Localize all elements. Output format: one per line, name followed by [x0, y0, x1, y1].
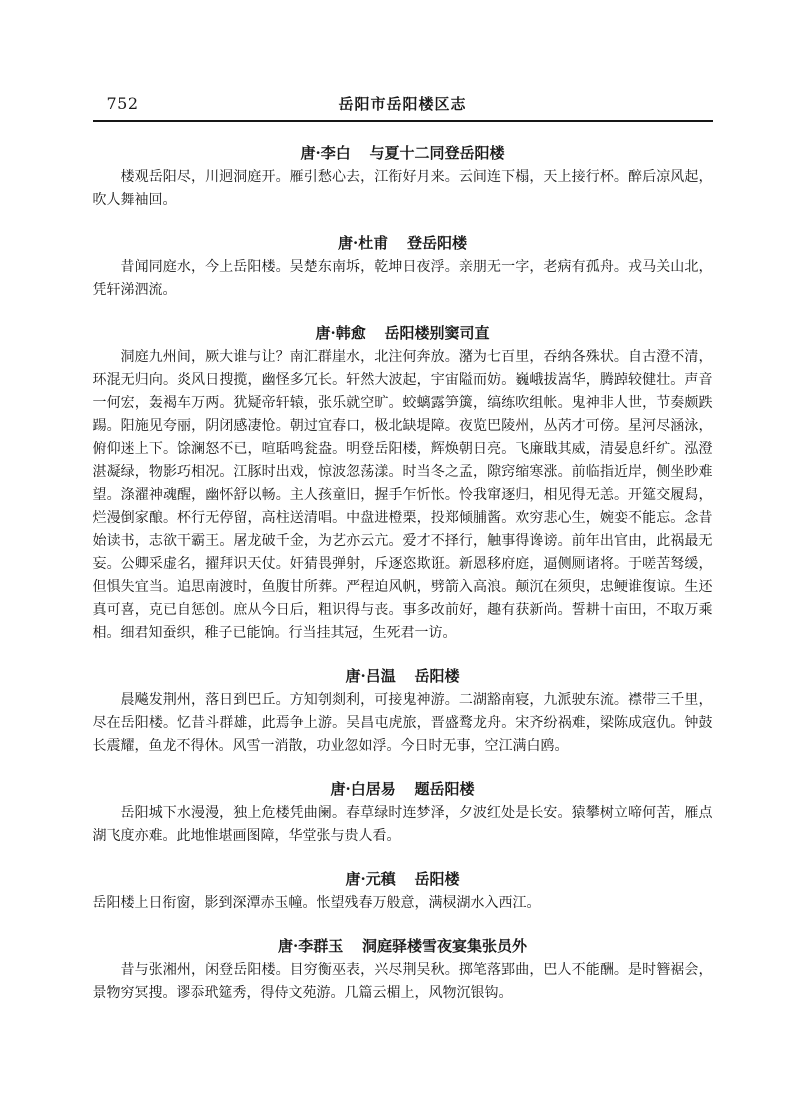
- poem-section-5: [93, 780, 713, 848]
- page-number: 752: [106, 94, 139, 113]
- poem-section-4: [93, 667, 713, 758]
- poem-body: 昔闻同庭水，今上岳阳楼。吴楚东南坼，乾坤日夜浮。亲朋无一字，老病有孤舟。戎马关山北，凭轩涕泗流。: [92, 259, 713, 298]
- poem-section-6: [93, 870, 713, 915]
- poem-author: 唐·元稹: [345, 870, 396, 888]
- poem-body: 洞庭九州间，厥大谁与让？南汇群崖水，北注何奔放。潴为七百里，吞纳各殊状。自古澄不清，环混无归向。炎风日搜揽，幽怪多冗长。轩然大波起，宇宙隘而妨。巍峨拔嵩华，腾踔较健壮。声音一何宏，轰褐车万两。犹疑帝轩辕，张乐就空旷。蛟螭露笋簴，缟练吹组帐。鬼神非人世，节奏颇跌踼。阳施见夸丽，阴闭感凄怆。朝过宜春口，极北缺堤障。夜览巴陵州，丛芮才可傍。星河尽涵泳，俯仰迷上下。馀澜怒不已，喧聒鸣瓮盎。明登岳阳楼，辉焕朝日亮。飞廉戢其威，清晏息纤纩。泓澄湛凝绿，物影巧相况。江豚时出戏，惊波忽荡漾。时当冬之孟，隙窍缩寒涨。前临指近岸，侧坐眇难望。涤濯神魂醒，幽怀舒以畅。主人孩童旧，握手乍忻怅。怜我窜逐归，相见得无恙。开筵交履舄，烂漫倒家酿。杯行无停留，高柱送清唱。中盘进橙栗，投郑倾脯酱。欢穷悲心生，婉娈不能忘。念昔始读书，志欲干霸王。屠龙破千金，为艺亦云亢。爱才不择行，触事得谗谤。前年出官由，此祸最无妄。公卿采虚名，擢拜识天仗。奸猜畏弹射，斥逐恣欺诳。新恩移府庭，逼侧厕诸将。于嗟苦驽缓，但惧失宜当。追思南渡时，鱼腹甘所葬。严程迫风帆，劈箭入高浪。颠沉在须臾，忠鲠谁復谅。生还真可喜，克已自惩创。庶从今日后，粗识得与丧。事多改前好，趣有获新尚。誓耕十亩田，不取万乘相。细君知蚕织，稚子已能饷。行当挂其冠，生死君一访。: [92, 349, 713, 641]
- page-content: [93, 0, 713, 1005]
- poem-heading: [93, 667, 713, 685]
- poem-title: 岳阳楼别窦司直: [384, 324, 490, 342]
- poem-body: 昔与张湘州，闲登岳阳楼。目穷衡巫表，兴尽荆吴秋。掷笔落郢曲，巴人不能酬。是时簪裾会，景物穷冥搜。谬忝玳筵秀，得侍文苑游。几篇云楣上，风物沉银钩。: [92, 962, 713, 1001]
- poem-section-1: [93, 144, 713, 212]
- poem-title: 登岳阳楼: [407, 234, 468, 252]
- poem-author: 唐·李白: [300, 144, 351, 162]
- poem-body: 晨飚发荆州，落日到巴丘。方知刳剡利，可接鬼神游。二湖豁南寝，九派驶东流。襟带三千里，尽在岳阳楼。忆昔斗群雄，此焉争上游。吴昌屯虎旅，晋盛鹜龙舟。宋齐纷祸难，梁陈成寇仇。钟鼓长震耀，鱼龙不得休。风雪一消散，功业忽如浮。今日时无事，空江满白鸥。: [92, 692, 713, 754]
- poem-section-2: [93, 234, 713, 302]
- poem-title: 岳阳楼: [414, 667, 460, 685]
- poem-heading: [93, 780, 713, 798]
- poem-heading: [93, 937, 713, 955]
- poem-author: 唐·李群玉: [277, 937, 344, 955]
- poem-heading: [93, 144, 713, 162]
- poem-title: 与夏十二同登岳阳楼: [369, 144, 505, 162]
- poem-heading: [93, 870, 713, 888]
- poem-heading: [93, 234, 713, 252]
- poem-author: 唐·韩愈: [315, 324, 366, 342]
- poem-body: 岳阳楼上日衔窗，影到深潭赤玉幢。怅望残春万般意，满棂湖水入西江。: [92, 895, 541, 911]
- poem-section-3: [93, 324, 713, 645]
- poem-author: 唐·吕温: [345, 667, 396, 685]
- poem-body: 岳阳城下水漫漫，独上危楼凭曲阑。春草绿时连梦泽，夕波红处是长安。猿攀树立啼何苦，雁点湖飞度亦难。此地惟堪画图障，华堂张与贵人看。: [92, 805, 713, 844]
- poem-section-7: [93, 937, 713, 1005]
- book-title: 岳阳市岳阳楼区志: [338, 95, 467, 113]
- poem-author: 唐·杜甫: [337, 234, 389, 252]
- poem-title: 岳阳楼: [414, 870, 460, 888]
- poem-body: 楼观岳阳尽，川迥洞庭开。雁引愁心去，江衔好月来。云间连下榻，天上接行杯。醉后凉风起，吹人舞袖回。: [92, 169, 713, 208]
- page-header: [93, 94, 713, 122]
- poem-title: 洞庭驿楼雪夜宴集张员外: [362, 937, 528, 955]
- poem-heading: [93, 324, 713, 342]
- poem-title: 题岳阳楼: [414, 780, 475, 798]
- poem-author: 唐·白居易: [330, 780, 396, 798]
